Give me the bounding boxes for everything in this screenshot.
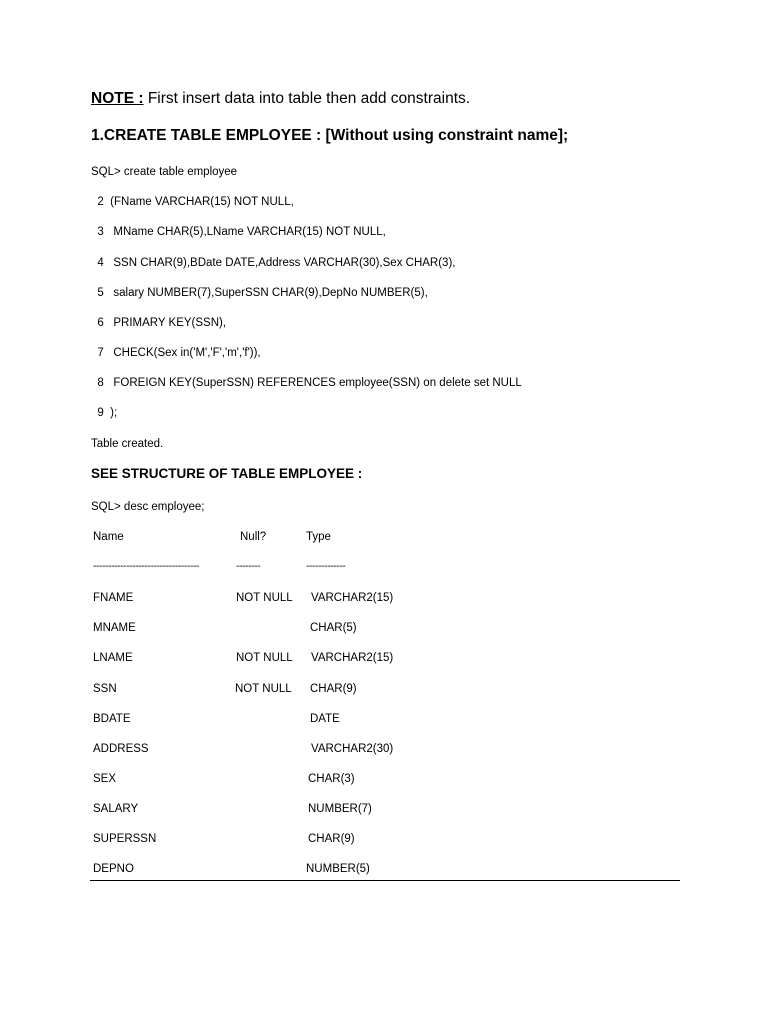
row-name: MNAME	[93, 622, 136, 634]
sql-line-7: 7 CHECK(Sex in('M','F','m','f')),	[91, 347, 261, 359]
section2-title: SEE STRUCTURE OF TABLE EMPLOYEE :	[91, 466, 363, 481]
row-type: VARCHAR2(15)	[311, 652, 394, 664]
row-type: NUMBER(7)	[308, 803, 372, 815]
row-name: LNAME	[93, 652, 133, 664]
row-null: NOT NULL	[236, 652, 293, 664]
row-name: SSN	[93, 683, 117, 695]
header-name: Name	[93, 531, 124, 543]
table-bottom-rule	[90, 880, 680, 881]
row-type: CHAR(9)	[310, 683, 357, 695]
row-type: NUMBER(5)	[306, 863, 370, 875]
row-name: FNAME	[93, 592, 134, 604]
sql-line-1: SQL> create table employee	[91, 166, 238, 178]
row-null: NOT NULL	[235, 683, 292, 695]
row-name: SALARY	[93, 803, 139, 815]
row-type: DATE	[310, 713, 340, 725]
sql-line-6: 6 PRIMARY KEY(SSN),	[91, 317, 227, 329]
header-type: Type	[306, 531, 331, 543]
separator-null: --------	[236, 561, 261, 572]
sql-line-3: 3 MName CHAR(5),LName VARCHAR(15) NOT NULL,	[91, 226, 386, 238]
row-name: SUPERSSN	[93, 833, 157, 845]
sql-line-8: 8 FOREIGN KEY(SuperSSN) REFERENCES employee(SSN) on delete set NULL	[91, 377, 522, 389]
header-null: Null?	[240, 531, 267, 543]
row-type: VARCHAR2(15)	[311, 592, 394, 604]
result-text: Table created.	[91, 438, 164, 450]
sql-line-5: 5 salary NUMBER(7),SuperSSN CHAR(9),DepNo NUMBER(5),	[91, 287, 428, 299]
section1-title: 1.CREATE TABLE EMPLOYEE : [Without using constraint name];	[91, 127, 569, 144]
row-null: NOT NULL	[236, 592, 293, 604]
row-type: CHAR(3)	[308, 773, 355, 785]
sql-line-2: 2 (FName VARCHAR(15) NOT NULL,	[91, 196, 294, 208]
row-type: CHAR(9)	[308, 833, 355, 845]
row-name: SEX	[93, 773, 117, 785]
note-text: First insert data into table then add constraints.	[143, 90, 471, 107]
row-name: DEPNO	[93, 863, 134, 875]
separator-name: -----------------------------------	[93, 561, 200, 572]
separator-type: -------------	[306, 561, 346, 572]
row-name: BDATE	[93, 713, 131, 725]
sql-line-9: 9 );	[91, 407, 118, 419]
desc-command: SQL> desc employee;	[91, 501, 205, 513]
row-name: ADDRESS	[93, 743, 149, 755]
sql-line-4: 4 SSN CHAR(9),BDate DATE,Address VARCHAR(30),Sex CHAR(3),	[91, 257, 456, 269]
note-label: NOTE :	[91, 90, 144, 107]
row-type: VARCHAR2(30)	[311, 743, 394, 755]
note-line	[91, 90, 470, 108]
row-type: CHAR(5)	[310, 622, 357, 634]
